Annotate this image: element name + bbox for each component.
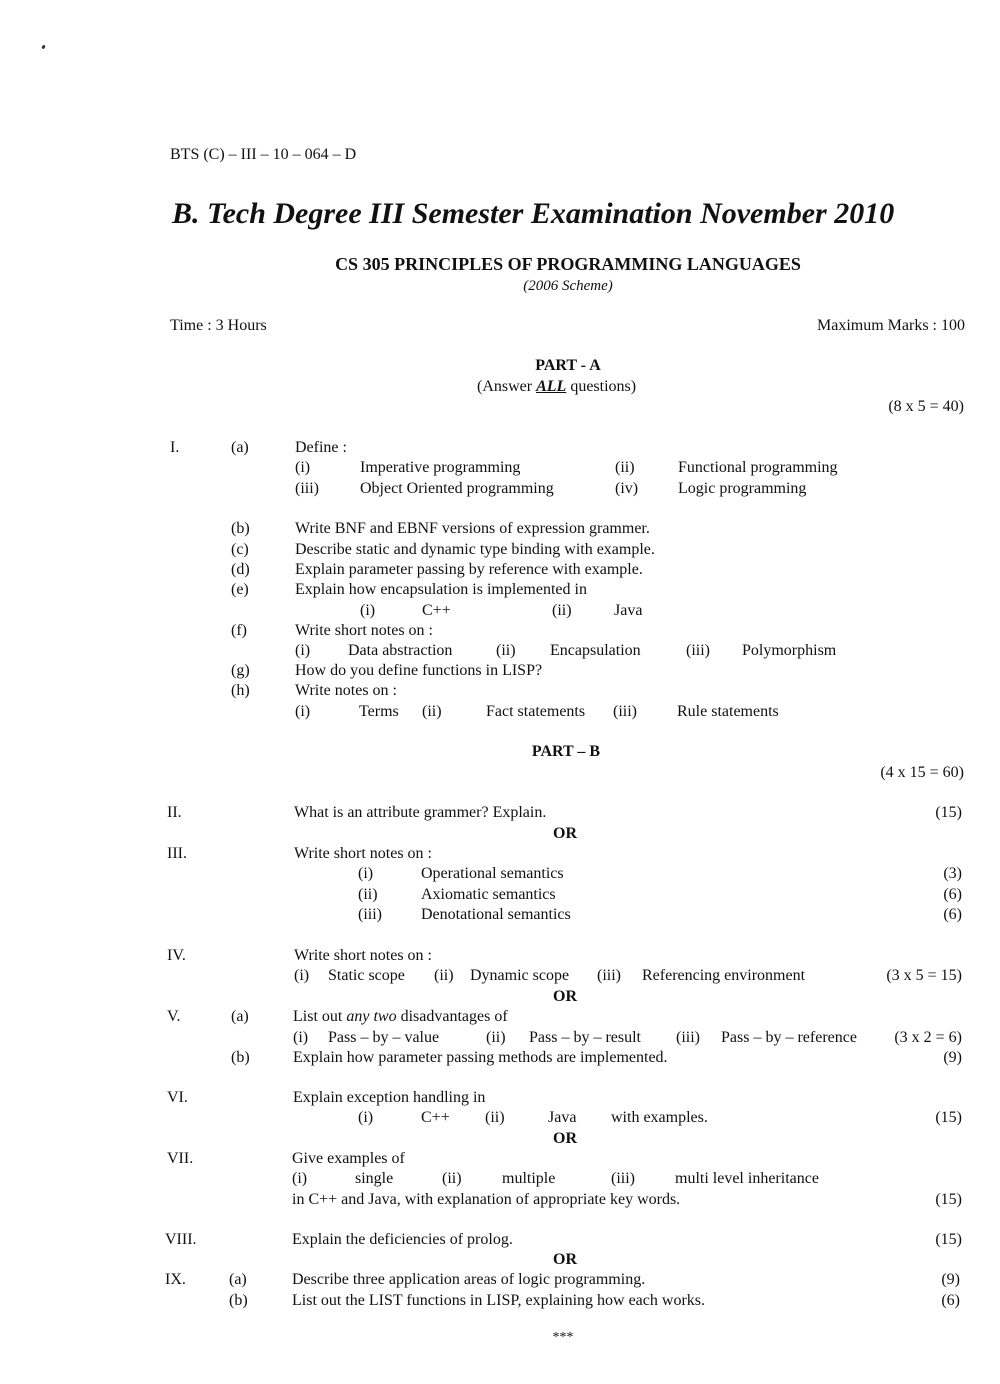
item-text: Polymorphism — [742, 642, 837, 659]
question-number: II. — [167, 804, 182, 821]
item-label: (ii) — [496, 642, 516, 659]
item-text: Logic programming — [678, 480, 807, 497]
item-label: (ii) — [486, 1029, 506, 1046]
question-text: Define : — [295, 439, 347, 456]
item-label: (i) — [358, 865, 374, 882]
question-text: List out the LIST functions in LISP, explaining how each works. — [292, 1292, 705, 1309]
question-marks: (15) — [935, 1231, 962, 1248]
sub-label: (f) — [231, 622, 247, 639]
question-text: How do you define functions in LISP? — [295, 662, 543, 679]
sub-label: (e) — [231, 581, 249, 598]
item-text: Static scope — [328, 967, 405, 984]
scheme: (2006 Scheme) — [523, 278, 613, 294]
item-text: Rule statements — [677, 703, 779, 720]
item-label: (ii) — [615, 459, 635, 476]
exam-title: B. Tech Degree III Semester Examination November 2010 — [172, 197, 895, 230]
item-text: Pass – by – reference — [721, 1029, 857, 1046]
sub-label: (c) — [231, 541, 249, 558]
item-label: (i) — [295, 642, 311, 659]
question-text: in C++ and Java, with explanation of appropriate key words. — [292, 1191, 681, 1208]
sub-label: (b) — [231, 1049, 250, 1066]
item-text: Java — [548, 1109, 577, 1126]
end-marker: *** — [552, 1330, 574, 1345]
item-label: (i) — [292, 1170, 308, 1187]
question-number: VII. — [167, 1150, 194, 1167]
question-number: III. — [167, 845, 187, 862]
item-text: Denotational semantics — [421, 906, 571, 923]
item-text: multiple — [502, 1170, 556, 1187]
item-label: (ii) — [422, 703, 442, 720]
sub-label: (g) — [231, 662, 250, 679]
item-label: (i) — [295, 703, 311, 720]
item-label: (ii) — [358, 886, 378, 903]
item-label: (iii) — [613, 703, 637, 720]
or-separator: OR — [553, 1130, 577, 1147]
question-text: Explain the deficiencies of prolog. — [292, 1231, 513, 1248]
item-text: Pass – by – value — [328, 1029, 440, 1046]
course-title: CS 305 PRINCIPLES OF PROGRAMMING LANGUAGES — [335, 254, 801, 274]
item-text: Axiomatic semantics — [421, 886, 556, 903]
question-text: List out any two disadvantages of — [293, 1008, 508, 1025]
question-text: Write BNF and EBNF versions of expression grammer. — [295, 520, 650, 537]
item-label: (ii) — [442, 1170, 462, 1187]
question-marks: (9) — [943, 1049, 962, 1066]
all-emphasis: ALL — [536, 378, 567, 395]
item-label: (iii) — [295, 480, 319, 497]
item-label: (iii) — [676, 1029, 700, 1046]
question-text: Explain how encapsulation is implemented in — [295, 581, 587, 598]
part-a-title: PART - A — [535, 357, 601, 374]
question-text: Write notes on : — [295, 682, 397, 699]
sub-label: (d) — [231, 561, 250, 578]
question-marks: (15) — [935, 1191, 962, 1208]
item-text: multi level inheritance — [675, 1170, 819, 1187]
item-text: single — [355, 1170, 394, 1187]
question-text: Explain how parameter passing methods are implemented. — [293, 1049, 668, 1066]
item-label: (ii) — [552, 602, 572, 619]
sub-label: (a) — [231, 439, 249, 456]
question-number: VI. — [167, 1089, 188, 1106]
item-label: (iv) — [615, 480, 639, 497]
question-number: IX. — [165, 1271, 186, 1288]
part-a-marks: (8 x 5 = 40) — [888, 398, 964, 415]
question-text: Explain exception handling in — [293, 1089, 486, 1106]
item-marks: (3) — [943, 865, 962, 882]
or-separator: OR — [553, 825, 577, 842]
question-number: I. — [170, 439, 180, 456]
scan-speck — [41, 45, 46, 50]
question-marks: (15) — [935, 804, 962, 821]
item-text: Pass – by – result — [529, 1029, 641, 1046]
question-text: Write short notes on : — [294, 947, 432, 964]
sub-label: (b) — [231, 520, 250, 537]
or-separator: OR — [553, 1251, 577, 1268]
question-text: What is an attribute grammer? Explain. — [294, 804, 547, 821]
item-label: (ii) — [485, 1109, 505, 1126]
item-label: (i) — [293, 1029, 309, 1046]
item-label: (iii) — [597, 967, 621, 984]
item-text: Fact statements — [486, 703, 586, 720]
item-label: (iii) — [358, 906, 382, 923]
item-text: Object Oriented programming — [360, 480, 554, 497]
question-text: Explain parameter passing by reference with example. — [295, 561, 643, 578]
item-text: Java — [614, 602, 643, 619]
question-text: Describe static and dynamic type binding with example. — [295, 541, 655, 558]
question-marks: (15) — [935, 1109, 962, 1126]
question-marks: (6) — [941, 1292, 960, 1309]
item-text: Dynamic scope — [470, 967, 570, 984]
item-text: Functional programming — [678, 459, 838, 476]
question-text-tail: with examples. — [611, 1109, 708, 1126]
item-text: C++ — [422, 602, 451, 619]
question-text: Write short notes on : — [294, 845, 432, 862]
question-text: Describe three application areas of logic programming. — [292, 1271, 646, 1288]
item-text: Operational semantics — [421, 865, 564, 882]
item-text: Data abstraction — [348, 642, 453, 659]
question-number: IV. — [167, 947, 186, 964]
question-number: V. — [167, 1008, 181, 1025]
question-marks: (9) — [941, 1271, 960, 1288]
part-a-instructions: (Answer ALL questions) — [477, 378, 637, 395]
part-b-title: PART – B — [531, 743, 601, 760]
sub-label: (b) — [229, 1292, 248, 1309]
item-text: Referencing environment — [642, 967, 806, 984]
item-marks: (3 x 2 = 6) — [894, 1029, 962, 1046]
item-text: Terms — [359, 703, 399, 720]
sub-label: (a) — [231, 1008, 249, 1025]
item-text: Encapsulation — [550, 642, 641, 659]
paper-code: BTS (C) – III – 10 – 064 – D — [170, 146, 357, 163]
part-b-marks: (4 x 15 = 60) — [880, 764, 964, 781]
sub-label: (a) — [229, 1271, 247, 1288]
item-marks: (6) — [943, 886, 962, 903]
maximum-marks: Maximum Marks : 100 — [817, 317, 965, 334]
question-text: Give examples of — [292, 1150, 405, 1167]
item-label: (iii) — [611, 1170, 635, 1187]
item-text: Imperative programming — [360, 459, 521, 476]
time-allowed: Time : 3 Hours — [170, 317, 267, 334]
item-label: (i) — [358, 1109, 374, 1126]
question-text: Write short notes on : — [295, 622, 433, 639]
item-text: C++ — [421, 1109, 450, 1126]
item-marks: (6) — [943, 906, 962, 923]
or-separator: OR — [553, 988, 577, 1005]
item-label: (i) — [360, 602, 376, 619]
question-marks: (3 x 5 = 15) — [886, 967, 962, 984]
item-label: (i) — [295, 459, 311, 476]
item-label: (iii) — [686, 642, 710, 659]
question-number: VIII. — [165, 1231, 197, 1248]
item-label: (ii) — [434, 967, 454, 984]
sub-label: (h) — [231, 682, 250, 699]
item-label: (i) — [294, 967, 310, 984]
